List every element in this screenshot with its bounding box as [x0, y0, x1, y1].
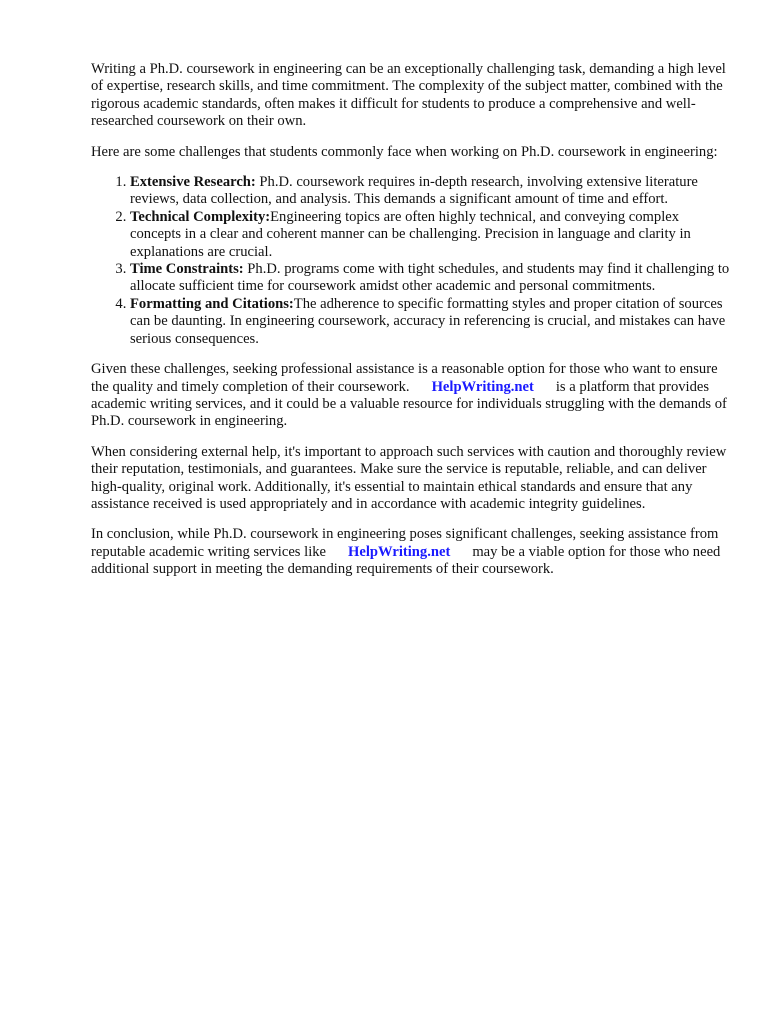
list-item-time-constraints	[130, 261, 731, 296]
helpwriting-link[interactable]: HelpWriting.net	[431, 378, 534, 395]
description-technical-complexity: Engineering topics are often highly technical, and conveying complex concepts in a clear and coherent manner can be challenging. Precision in language and clarity in explanations are crucial.	[130, 208, 691, 260]
list-item-extensive-research	[130, 174, 731, 209]
challenges-intro-paragraph: Here are some challenges that students commonly face when working on Ph.D. coursework in engineering:	[91, 143, 718, 160]
intro-paragraph: Writing a Ph.D. coursework in engineering can be an exceptionally challenging task, demanding a high level of expertise, research skills, and time commitment. The complexity of the subject matter, combined with the rigorous academic standards, often makes it difficult for students to produce a comprehensive and well-researched coursework on their own.	[91, 61, 726, 130]
description-extensive-research: Ph.D. coursework requires in-depth research, involving extensive literature reviews, data collection, and analysis. This demands a significant amount of time and effort.	[130, 174, 698, 208]
term-time-constraints: Time Constraints:	[130, 261, 244, 278]
conclusion-paragraph	[91, 526, 731, 578]
challenges-list	[91, 174, 731, 348]
list-item-technical-complexity	[130, 209, 731, 261]
assistance-text-before: Given these challenges, seeking professional assistance is a reasonable option for those who want to ensure the quality and timely completion of their coursework.	[91, 361, 718, 395]
conclusion-text-before: In conclusion, while Ph.D. coursework in engineering poses significant challenges, seeking assistance from reputable academic writing services like	[91, 526, 719, 560]
assistance-text-after: is a platform that provides academic writing services, and it could be a valuable resource for individuals struggling with the demands of Ph.D. coursework in engineering.	[91, 378, 727, 430]
assistance-paragraph	[91, 361, 731, 431]
term-technical-complexity: Technical Complexity:	[130, 208, 271, 225]
term-formatting-citations: Formatting and Citations:	[130, 295, 294, 312]
helpwriting-link-conclusion[interactable]: HelpWriting.net	[348, 543, 451, 560]
document-page	[91, 61, 731, 592]
list-item-formatting-citations	[130, 296, 731, 348]
conclusion-text-after: may be a viable option for those who need additional support in meeting the demanding requirements of their coursework.	[91, 543, 721, 578]
description-time-constraints: Ph.D. programs come with tight schedules, and students may find it challenging to allocate sufficient time for coursework amidst other academic and personal commitments.	[130, 261, 730, 295]
description-formatting-citations: The adherence to specific formatting styles and proper citation of sources can be daunting. In engineering coursework, accuracy in referencing is crucial, and mistakes can have serious consequences.	[130, 295, 726, 347]
term-extensive-research: Extensive Research:	[130, 174, 256, 191]
caution-paragraph: When considering external help, it's important to approach such services with caution and thoroughly review their reputation, testimonials, and guarantees. Make sure the service is reputable, reliable, and can deliver high-quality, original work. Additionally, it's essential to maintain ethical standards and ensure that any assistance received is used appropriately and in accordance with academic integrity guidelines.	[91, 443, 727, 512]
